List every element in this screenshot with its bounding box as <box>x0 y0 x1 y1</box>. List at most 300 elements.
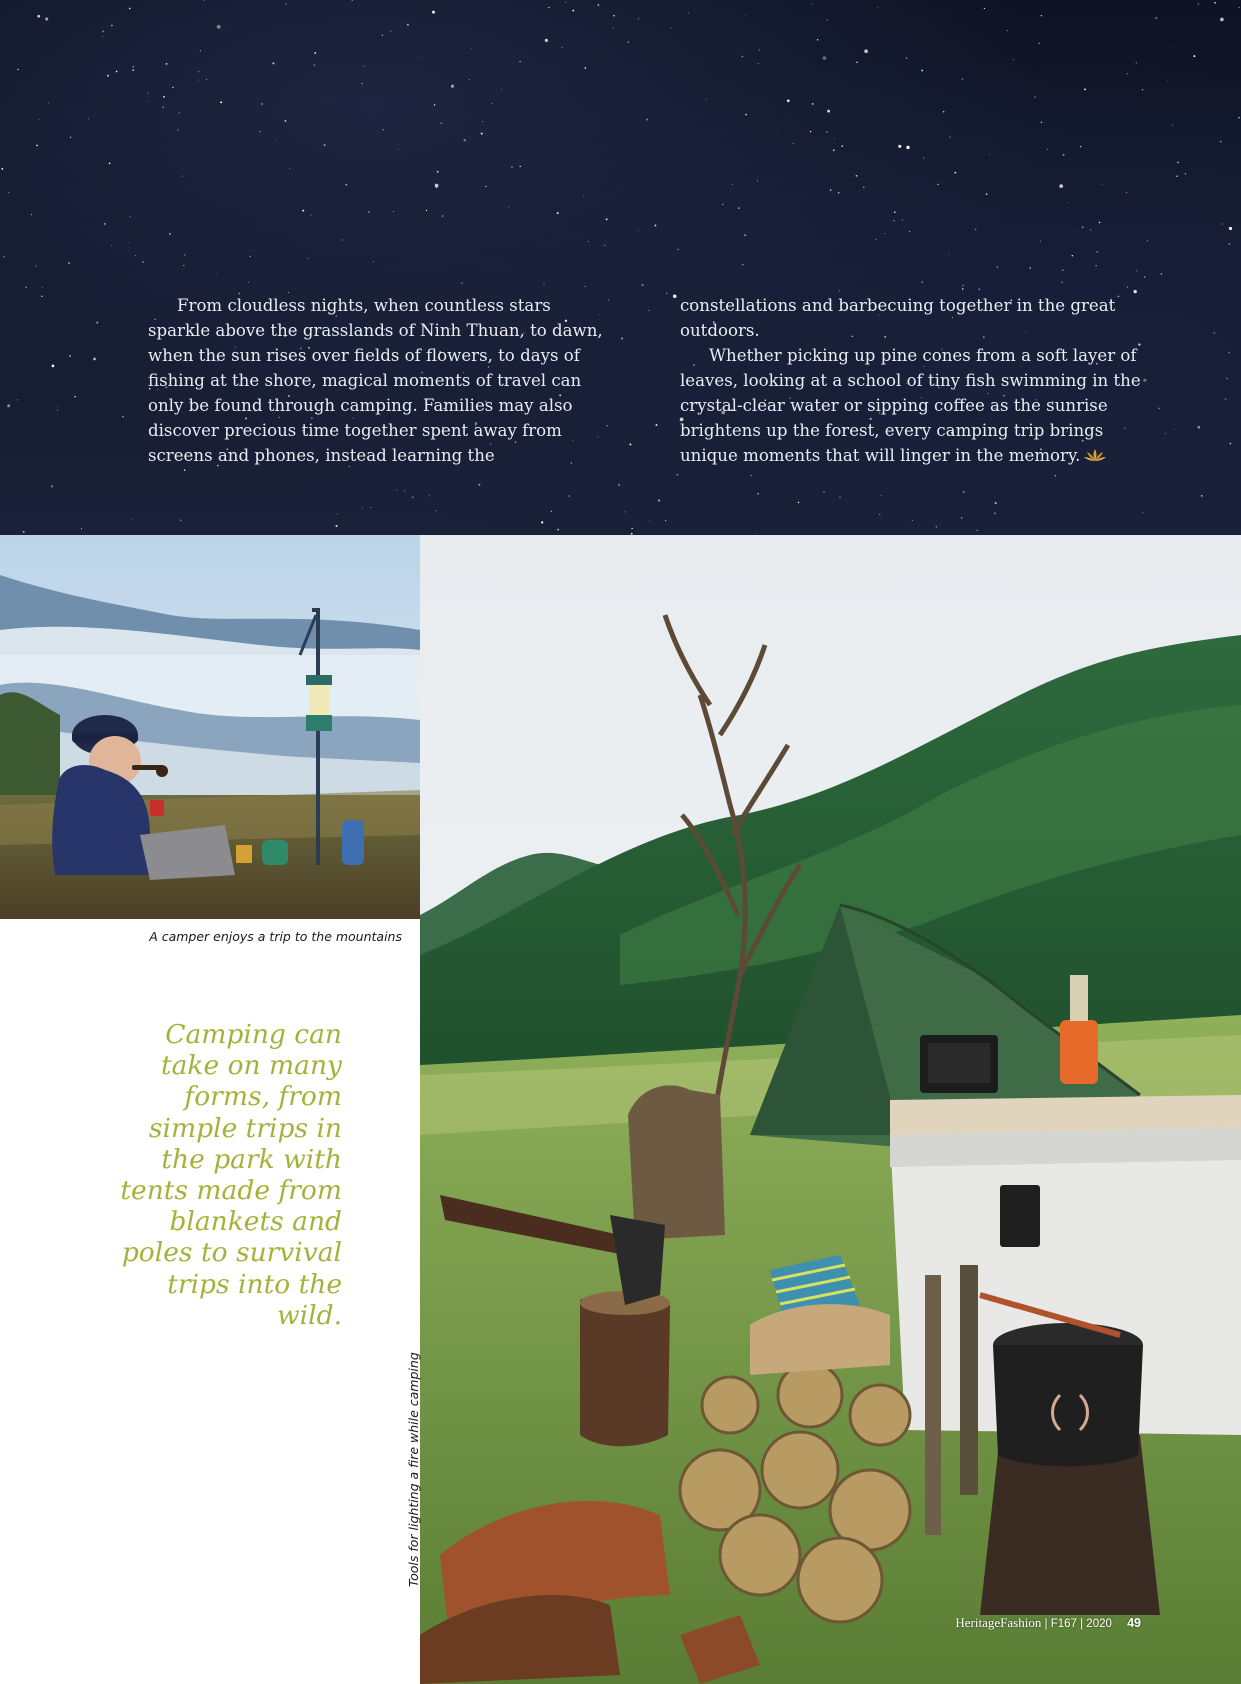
star <box>135 255 136 256</box>
star <box>31 214 32 215</box>
star <box>1040 241 1041 242</box>
star <box>677 249 679 251</box>
star <box>583 195 584 196</box>
article-paragraph-1-end: constellations and barbecuing together in the great outdoors. <box>680 296 1116 340</box>
star <box>757 180 758 181</box>
star <box>607 425 608 426</box>
star <box>314 64 315 65</box>
star <box>180 519 182 521</box>
star <box>35 265 36 266</box>
star <box>275 140 276 141</box>
star <box>1 168 3 170</box>
star <box>745 114 747 116</box>
star <box>166 63 168 65</box>
star <box>69 355 71 357</box>
star <box>902 220 903 221</box>
star <box>520 166 521 167</box>
star <box>314 52 316 54</box>
star <box>638 230 639 231</box>
star <box>642 284 644 286</box>
star <box>284 120 286 122</box>
star <box>1160 273 1162 275</box>
star <box>1082 226 1084 228</box>
star <box>658 500 660 502</box>
article-paragraph-2 <box>680 343 1150 468</box>
star <box>272 62 274 64</box>
star <box>543 284 544 285</box>
star <box>557 529 559 531</box>
star <box>628 41 630 43</box>
star <box>898 145 901 148</box>
star <box>585 286 586 287</box>
star <box>839 496 841 498</box>
star <box>830 189 831 190</box>
star <box>1127 73 1128 74</box>
star <box>519 61 521 63</box>
star <box>1201 495 1203 497</box>
star <box>184 469 186 471</box>
star <box>429 495 430 496</box>
star <box>1173 336 1174 337</box>
star <box>839 290 840 291</box>
star <box>328 100 329 101</box>
star <box>42 287 43 288</box>
star <box>461 283 462 284</box>
star <box>978 288 980 290</box>
star <box>131 519 132 520</box>
star <box>68 262 70 264</box>
star <box>989 154 990 155</box>
page-footer <box>955 1615 1141 1631</box>
star <box>129 216 130 217</box>
star <box>286 3 287 4</box>
star <box>373 261 374 262</box>
star <box>412 496 414 498</box>
star <box>1167 80 1168 81</box>
star <box>545 39 548 42</box>
star <box>204 0 205 1</box>
star <box>565 2 566 3</box>
star <box>206 79 207 80</box>
star <box>172 87 173 88</box>
star <box>1047 149 1048 150</box>
star <box>198 71 200 73</box>
star <box>613 15 615 17</box>
star <box>994 513 995 514</box>
star <box>954 172 956 174</box>
star <box>8 192 9 193</box>
star <box>745 14 746 15</box>
star <box>345 184 347 186</box>
star <box>393 211 394 212</box>
star <box>102 30 104 32</box>
star <box>421 56 422 57</box>
star <box>17 69 18 70</box>
star <box>441 122 443 124</box>
fire-tools-caption: Tools for lighting a fire while camping <box>406 1352 421 1587</box>
star <box>478 484 480 486</box>
star <box>261 103 262 104</box>
star <box>1147 240 1148 241</box>
star <box>37 15 40 18</box>
star <box>57 410 58 411</box>
star <box>492 103 493 104</box>
star <box>706 99 707 100</box>
star <box>949 136 950 137</box>
star <box>922 281 924 283</box>
star <box>631 528 632 529</box>
star <box>259 131 260 132</box>
star <box>777 130 778 131</box>
star <box>817 39 819 41</box>
star <box>39 119 40 120</box>
star <box>1126 192 1127 193</box>
issue-number: F167 | 2020 <box>1050 1618 1112 1630</box>
star <box>147 101 148 102</box>
star <box>881 495 882 496</box>
star <box>621 337 623 339</box>
star <box>1230 443 1232 445</box>
star <box>984 8 985 9</box>
star <box>307 258 308 259</box>
star <box>677 474 678 475</box>
star <box>3 256 5 258</box>
star <box>362 508 363 509</box>
star <box>435 184 439 188</box>
star <box>51 485 53 487</box>
star <box>1061 282 1062 283</box>
star <box>884 233 885 234</box>
star <box>362 83 363 84</box>
star <box>74 396 75 397</box>
star <box>58 406 59 407</box>
star <box>584 67 586 69</box>
star <box>36 145 38 147</box>
star <box>324 144 326 146</box>
star <box>921 70 923 72</box>
star <box>250 256 251 257</box>
star <box>906 146 909 149</box>
star <box>129 8 131 10</box>
star <box>665 520 666 521</box>
star <box>906 57 908 59</box>
star <box>398 149 399 150</box>
star <box>943 111 945 113</box>
star <box>1165 433 1166 434</box>
star <box>588 241 589 242</box>
star <box>827 19 828 20</box>
lotus-icon <box>1084 448 1106 462</box>
star <box>407 24 409 26</box>
star <box>25 286 27 288</box>
star <box>562 47 563 48</box>
star <box>826 131 828 133</box>
star <box>302 210 304 212</box>
star <box>551 511 552 512</box>
star <box>754 533 755 534</box>
star <box>654 225 656 227</box>
star <box>722 204 723 205</box>
star <box>879 514 880 515</box>
star <box>975 229 977 231</box>
star <box>1099 222 1101 224</box>
article-column-right <box>680 293 1150 468</box>
star <box>463 139 466 142</box>
star <box>646 119 648 121</box>
star <box>1084 89 1086 91</box>
star <box>1096 251 1098 253</box>
star <box>45 17 48 20</box>
page-number: 49 <box>1127 1616 1141 1630</box>
starry-sky-band <box>0 0 1241 535</box>
star <box>1214 2 1216 4</box>
star <box>812 4 813 5</box>
star <box>220 101 222 103</box>
star <box>310 215 311 216</box>
star <box>732 184 733 185</box>
star <box>337 513 338 514</box>
star <box>1127 287 1128 288</box>
star <box>751 475 752 476</box>
star <box>1185 173 1186 174</box>
star <box>598 4 600 6</box>
star <box>404 490 405 491</box>
magazine-name: HeritageFashion <box>955 1615 1042 1630</box>
star <box>1198 3 1199 4</box>
star <box>758 63 759 64</box>
star <box>23 531 25 533</box>
star <box>432 11 435 14</box>
star <box>128 242 129 243</box>
star <box>1193 55 1195 57</box>
star <box>1090 230 1091 231</box>
star <box>572 10 574 12</box>
star <box>52 365 55 368</box>
star <box>469 79 470 80</box>
star <box>1172 125 1173 126</box>
pullquote: Camping can take on many forms, from simple trips in the park with tents made from blankets and poles to survival trips into the wild. <box>120 1019 342 1331</box>
star <box>1013 59 1014 60</box>
star <box>548 7 549 8</box>
star <box>107 75 109 77</box>
star <box>1142 512 1143 513</box>
star <box>759 49 761 51</box>
issue-separator: | <box>1044 1618 1051 1630</box>
star <box>1136 62 1138 64</box>
star <box>1170 47 1171 48</box>
star <box>877 7 878 8</box>
star <box>116 71 118 73</box>
star <box>482 121 483 122</box>
star <box>1176 176 1177 177</box>
star <box>618 484 619 485</box>
star <box>177 129 178 130</box>
star <box>96 322 98 324</box>
star <box>649 520 650 521</box>
star <box>217 25 221 29</box>
star <box>648 310 649 311</box>
star <box>894 220 895 221</box>
star <box>169 233 171 235</box>
star <box>1144 276 1146 278</box>
star <box>451 85 454 88</box>
star <box>1041 15 1042 16</box>
star <box>351 0 353 1</box>
star <box>154 8 155 9</box>
star <box>370 507 371 508</box>
star <box>363 66 364 67</box>
star <box>1177 162 1179 164</box>
star <box>810 131 811 132</box>
star <box>216 273 217 274</box>
campsite-photo <box>420 535 1241 1684</box>
star <box>961 517 962 518</box>
star <box>17 399 18 400</box>
star <box>1102 184 1103 185</box>
star <box>666 293 667 294</box>
star <box>1039 43 1040 44</box>
star <box>368 211 370 213</box>
mountain-photo-caption: A camper enjoys a trip to the mountains <box>149 929 402 944</box>
star <box>936 526 938 528</box>
star <box>986 193 988 195</box>
star <box>147 92 148 93</box>
star <box>70 137 71 138</box>
star <box>1095 265 1096 266</box>
star <box>1155 17 1157 19</box>
star <box>864 49 868 53</box>
star <box>744 234 745 235</box>
star <box>625 511 626 512</box>
star <box>1197 426 1200 429</box>
star <box>798 502 800 504</box>
star <box>1174 429 1175 430</box>
star <box>557 212 559 214</box>
star <box>995 502 997 504</box>
star <box>834 138 835 139</box>
star <box>670 28 671 29</box>
star <box>132 69 134 71</box>
star <box>248 282 249 283</box>
article-paragraph-1-start: From cloudless nights, when countless stars sparkle above the grasslands of Ninh Thuan, to dawn, when the sun rises over fields of flowers, to days of fishing at the shore, magical moments of travel can only be found through camping. Families may also discover precious time together spent away from screens and phones, instead learning the <box>148 296 603 465</box>
star <box>162 106 164 108</box>
star <box>923 157 924 158</box>
star <box>1034 96 1036 98</box>
star <box>48 103 49 104</box>
star <box>336 525 338 527</box>
article-column-left <box>148 293 604 468</box>
star <box>1220 141 1222 143</box>
star <box>604 245 606 247</box>
star <box>962 288 963 289</box>
star <box>568 495 570 497</box>
star <box>787 99 790 102</box>
star <box>111 25 113 27</box>
star <box>1229 227 1232 230</box>
star <box>7 404 10 407</box>
star <box>109 163 111 165</box>
star <box>856 175 858 177</box>
star <box>437 171 439 173</box>
star <box>508 207 509 208</box>
star <box>1063 154 1065 156</box>
star <box>1059 184 1063 188</box>
star <box>434 104 435 105</box>
star <box>142 261 143 262</box>
star <box>841 145 843 147</box>
star <box>742 264 743 265</box>
star <box>163 96 165 98</box>
article-paragraph-2-text: Whether picking up pine cones from a soft layer of leaves, looking at a school of tiny fish swimming in the crystal-clear water or sipping coffee as the sunrise brightens up the forest, every camping trip brings unique moments that will linger in the memory. <box>680 346 1141 465</box>
star <box>656 424 658 426</box>
star <box>1239 7 1240 8</box>
star <box>289 168 290 169</box>
star <box>1007 30 1008 31</box>
star <box>471 48 472 49</box>
star <box>426 210 427 211</box>
star <box>1136 270 1137 271</box>
star <box>485 186 486 187</box>
star <box>738 207 740 209</box>
star <box>1029 267 1031 269</box>
star <box>511 166 512 167</box>
star <box>183 265 184 266</box>
star <box>833 149 835 151</box>
star <box>937 184 938 185</box>
star <box>1055 475 1057 477</box>
star <box>88 118 89 119</box>
star <box>962 78 964 80</box>
star <box>1142 89 1143 90</box>
star <box>1227 378 1228 379</box>
star <box>963 285 964 286</box>
star <box>390 31 391 32</box>
star <box>629 443 631 445</box>
star <box>909 231 910 232</box>
star <box>1080 146 1081 147</box>
star <box>1041 122 1042 123</box>
star <box>823 56 827 60</box>
star <box>1158 408 1159 409</box>
star <box>382 35 383 36</box>
star <box>179 112 180 113</box>
star <box>198 80 199 81</box>
camper-mountain-photo <box>0 535 420 919</box>
star <box>1222 223 1223 224</box>
star <box>688 12 689 13</box>
star <box>612 27 613 28</box>
star <box>200 50 201 51</box>
star <box>949 254 950 255</box>
star <box>442 215 444 217</box>
star <box>541 521 543 523</box>
star <box>93 358 96 361</box>
star <box>812 103 814 105</box>
star <box>1225 398 1227 400</box>
star <box>894 211 896 213</box>
star <box>997 266 998 267</box>
star <box>341 239 342 240</box>
star <box>396 489 397 490</box>
star <box>122 416 123 417</box>
star <box>793 143 794 144</box>
star <box>606 218 608 220</box>
star <box>1220 18 1224 22</box>
star <box>963 491 965 493</box>
star <box>436 510 437 511</box>
star <box>1214 333 1215 334</box>
star <box>757 493 759 495</box>
